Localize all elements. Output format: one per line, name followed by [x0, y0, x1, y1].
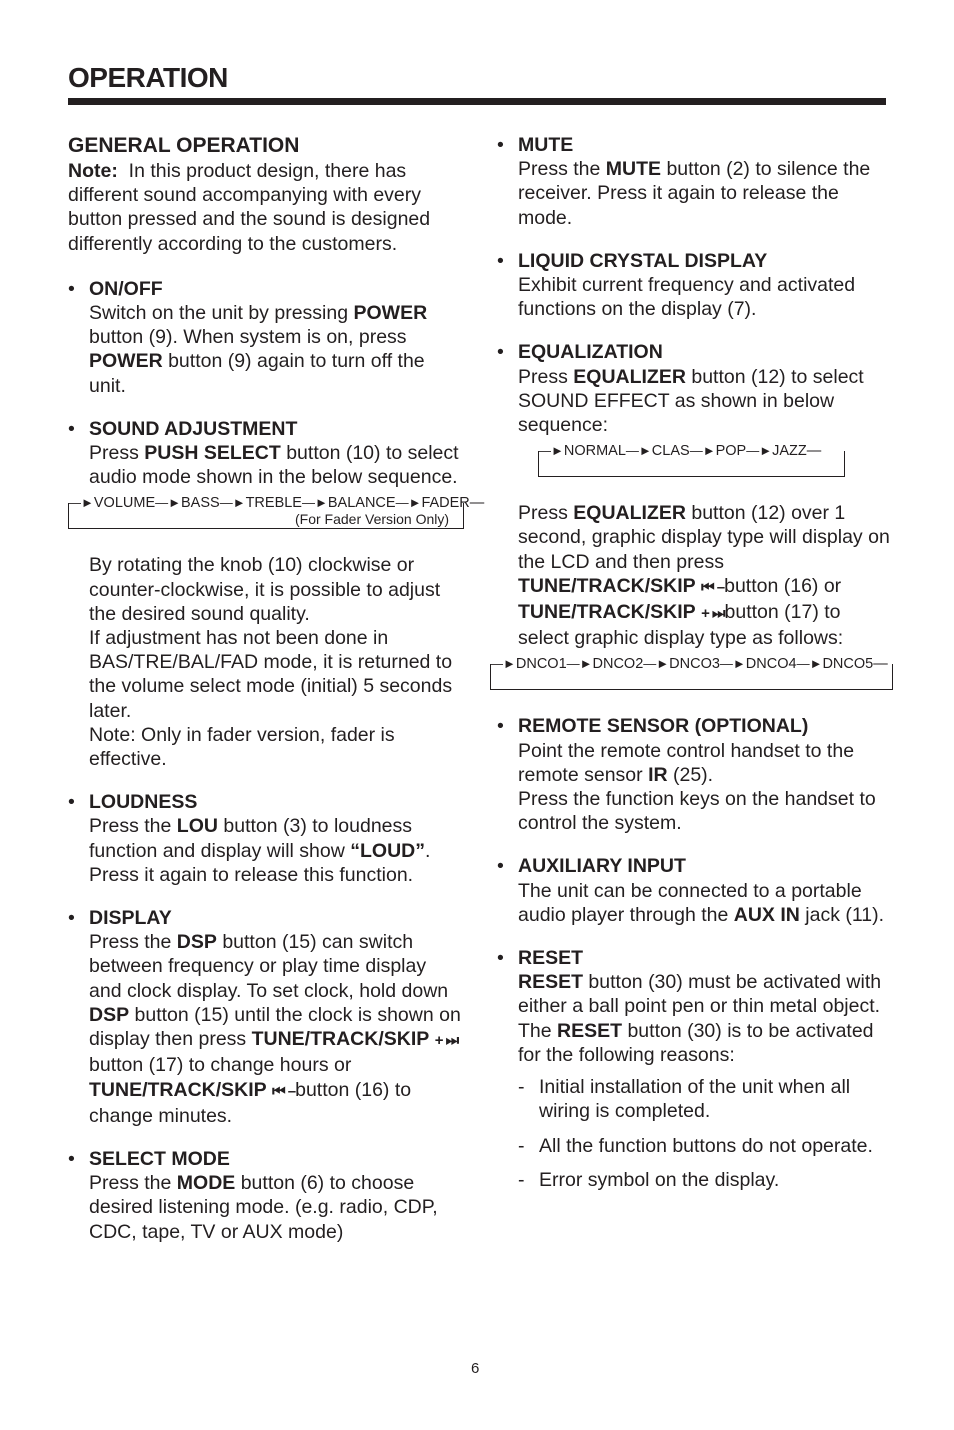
arrow-icon: —►	[490, 656, 516, 672]
bullet: •	[497, 341, 504, 364]
item-body	[89, 301, 463, 398]
item-title: LIQUID CRYSTAL DISPLAY	[518, 249, 768, 272]
arrow-icon: —►	[643, 656, 670, 672]
item-title: LOUDNESS	[89, 791, 198, 814]
bold-text: “LOUD”	[350, 839, 425, 862]
text: button (16) or	[724, 574, 842, 597]
dash-marker: -	[518, 1134, 525, 1157]
sequence-step: DNCO4	[745, 656, 797, 673]
sequence-step: BALANCE	[327, 495, 396, 512]
item-remote-sensor	[497, 714, 892, 835]
note-paragraph	[68, 159, 463, 256]
item-title: SOUND ADJUSTMENT	[89, 417, 298, 440]
sequence-diagram-eq	[518, 441, 826, 479]
reset-reason	[497, 1134, 892, 1158]
bold-text: POWER	[353, 302, 428, 325]
skip-back-icon: ⏮ –	[272, 1082, 296, 1100]
arrow-icon: —►	[746, 443, 773, 459]
skip-forward-icon: + ⏭	[434, 1032, 459, 1050]
bullet: •	[497, 715, 504, 738]
sequence-note: (For Fader Version Only)	[295, 511, 450, 528]
bullet: •	[497, 855, 504, 878]
text: button (17) to select graphic display type as follows:	[518, 601, 844, 650]
item-body	[518, 365, 892, 438]
bold-text: RESET	[557, 1019, 623, 1042]
sequence-step: CLAS	[651, 443, 690, 460]
section-heading: GENERAL OPERATION	[68, 134, 300, 157]
text: Press the	[89, 815, 177, 838]
text: (25).	[667, 763, 714, 786]
sequence-step: POP	[715, 443, 747, 460]
text: Press the	[89, 1172, 177, 1195]
sequence-tail: —	[873, 656, 888, 673]
text: button (9) again to turn off the unit.	[89, 350, 425, 397]
sequence-line	[844, 451, 845, 477]
bold-text: EQUALIZER	[573, 365, 686, 388]
reset-reason	[497, 1168, 892, 1192]
bullet: •	[68, 277, 75, 300]
bold-text: DSP	[176, 931, 217, 954]
dash-marker: -	[518, 1076, 525, 1099]
item-body: By rotating the knob (10) clockwise or counter-clockwise, it is possible to adjust the desired sound quality.	[89, 554, 441, 625]
text: Press the	[89, 931, 177, 954]
text: button (15) can switch between frequency or play time display and clock display. To set clock, hold down	[89, 931, 449, 1002]
arrow-icon: —►	[625, 443, 652, 459]
sequence-step: DNCO2	[592, 656, 644, 673]
text: button (6) to choose desired listening mode. (e.g. radio, CDP, CDC, tape, TV or AUX mode)	[89, 1172, 438, 1243]
item-loudness	[68, 790, 463, 887]
item-sound-adjustment	[68, 417, 485, 771]
item-body	[518, 879, 892, 927]
item-title: EQUALIZATION	[518, 341, 663, 364]
arrow-icon: —►	[395, 495, 422, 511]
item-body	[518, 739, 892, 787]
arrow-icon: —►	[689, 443, 716, 459]
bullet: •	[497, 947, 504, 970]
item-body: If adjustment has not been done in BAS/TRE/BAL/FAD mode, it is returned to the volume select mode (initial) 5 seconds later.	[89, 627, 453, 722]
sequence-tail: —	[806, 443, 822, 460]
bold-text: LOU	[176, 815, 218, 838]
text: button (9). When system is on, press	[89, 326, 407, 349]
arrow-icon: —►	[219, 495, 246, 511]
bold-text: TUNE/TRACK/SKIP	[251, 1028, 430, 1051]
bullet: •	[497, 249, 504, 272]
reset-reason	[497, 1075, 892, 1123]
bullet: •	[68, 791, 75, 814]
sequence-step: TREBLE	[245, 495, 302, 512]
item-title: DISPLAY	[89, 907, 172, 930]
item-body	[89, 1171, 463, 1244]
bold-text: TUNE/TRACK/SKIP	[89, 1078, 267, 1101]
bullet: •	[68, 1147, 75, 1170]
text: Press	[518, 502, 574, 525]
sequence-step: DNCO5	[822, 656, 874, 673]
sequence-flow	[490, 654, 888, 674]
arrow-icon: —►	[301, 495, 328, 511]
text: The unit can be connected to a portable audio player through the	[518, 879, 862, 926]
item-title: AUXILIARY INPUT	[518, 855, 686, 878]
text: Switch on the unit by pressing	[89, 302, 354, 325]
sequence-step: DNCO3	[669, 656, 720, 673]
sequence-diagram-graphic	[490, 654, 893, 692]
sequence-step: JAZZ	[772, 443, 807, 460]
text: button (15) until the clock is shown on display then press	[89, 1003, 461, 1051]
item-lcd	[497, 249, 892, 322]
sequence-step: VOLUME	[93, 495, 156, 512]
arrow-icon: —►	[719, 656, 746, 672]
item-body: Press the function keys on the handset to control the system.	[518, 788, 876, 835]
item-body: Press it again to release this function.	[89, 863, 414, 886]
dash-marker: -	[518, 1168, 525, 1191]
item-title: ON/OFF	[89, 277, 163, 300]
arrow-icon: —►	[566, 656, 593, 672]
sequence-step: DNCO1	[515, 656, 567, 673]
reason-text: Error symbol on the display.	[539, 1168, 780, 1191]
sequence-diagram-sound	[68, 493, 485, 531]
item-body	[518, 970, 892, 1067]
bold-text: IR	[648, 763, 668, 786]
reset-reasons-list	[497, 1075, 892, 1192]
text: button (3) to loudness function and display will show	[89, 815, 413, 862]
text: Press	[518, 365, 574, 388]
text: Press	[89, 442, 145, 465]
item-title: REMOTE SENSOR (OPTIONAL)	[518, 715, 809, 738]
item-reset	[497, 946, 892, 1067]
item-body	[89, 441, 463, 489]
reason-text: All the function buttons do not operate.	[539, 1134, 873, 1157]
left-column	[68, 133, 485, 1263]
sequence-tail: —	[469, 495, 485, 512]
arrow-icon: —►	[538, 443, 564, 459]
skip-forward-icon: + ⏭	[701, 605, 725, 623]
item-select-mode	[68, 1147, 463, 1244]
item-auxiliary-input	[497, 854, 892, 927]
note-label: Note:	[68, 160, 118, 182]
item-mute	[497, 133, 892, 230]
bullet: •	[497, 134, 504, 156]
item-body: Exhibit current frequency and activated functions on the display (7).	[518, 274, 856, 321]
item-body	[89, 930, 463, 1128]
text: button (10) to select audio mode shown in the below sequence.	[89, 442, 459, 489]
item-title: SELECT MODE	[89, 1147, 230, 1170]
title-rule	[68, 98, 886, 105]
right-column	[490, 133, 892, 1202]
item-body	[89, 814, 463, 862]
item-equalization	[490, 340, 892, 692]
reason-text: Initial installation of the unit when all wiring is completed.	[539, 1076, 851, 1123]
bold-text: MUTE	[605, 158, 662, 181]
text: button (17) to change hours or	[89, 1054, 352, 1077]
sequence-line	[538, 476, 845, 477]
text: jack (11).	[799, 903, 885, 926]
sequence-step: BASS	[181, 495, 220, 512]
sequence-line	[892, 664, 893, 690]
item-body	[518, 157, 892, 230]
bold-text: TUNE/TRACK/SKIP	[518, 574, 696, 597]
text: button (30) must be activated with either a ball point pen or thin metal object. The	[518, 971, 882, 1042]
text: Point the remote control handset to the remote sensor	[518, 739, 855, 786]
item-title: MUTE	[518, 134, 574, 156]
bold-text: DSP	[89, 1003, 130, 1026]
item-title: RESET	[518, 947, 584, 970]
text: button (16) to change minutes.	[89, 1078, 412, 1127]
bold-text: RESET	[518, 971, 584, 994]
bold-text: PUSH SELECT	[144, 442, 281, 465]
bullet: •	[68, 417, 75, 440]
text: .	[424, 839, 431, 862]
bold-text: AUX IN	[733, 903, 800, 926]
sequence-line	[68, 528, 464, 529]
bold-text: POWER	[89, 350, 163, 373]
arrow-icon: —►	[68, 495, 94, 511]
bold-text: EQUALIZER	[573, 502, 686, 525]
bold-text: TUNE/TRACK/SKIP	[518, 601, 696, 624]
item-body: Note: Only in fader version, fader is effective.	[89, 723, 395, 771]
text: button (2) to silence the receiver. Press it again to release the mode.	[518, 158, 871, 229]
text: Press the	[518, 158, 606, 181]
item-body	[518, 501, 892, 650]
item-display	[68, 906, 463, 1128]
page-title: OPERATION	[68, 62, 228, 93]
arrow-icon: —►	[796, 656, 823, 672]
arrow-icon: —►	[155, 495, 181, 511]
text: button (12) to select SOUND EFFECT as shown in below sequence:	[518, 365, 864, 437]
note-text: In this product design, there has different sound accompanying with every button pressed and the sound is designed differently according to the customers.	[68, 160, 431, 255]
sequence-line	[490, 689, 893, 690]
text: button (12) over 1 second, graphic display type will display on the LCD and then press	[518, 502, 890, 573]
page-number: 6	[471, 1360, 480, 1377]
sequence-flow	[538, 441, 821, 461]
bullet: •	[68, 907, 75, 930]
text: button (30) is to be activated for the following reasons:	[518, 1019, 874, 1066]
skip-back-icon: ⏮ –	[701, 578, 725, 596]
sequence-step: NORMAL	[563, 443, 626, 460]
sequence-step: FADER	[421, 495, 470, 512]
bold-text: MODE	[176, 1172, 236, 1195]
item-on-off	[68, 277, 463, 398]
